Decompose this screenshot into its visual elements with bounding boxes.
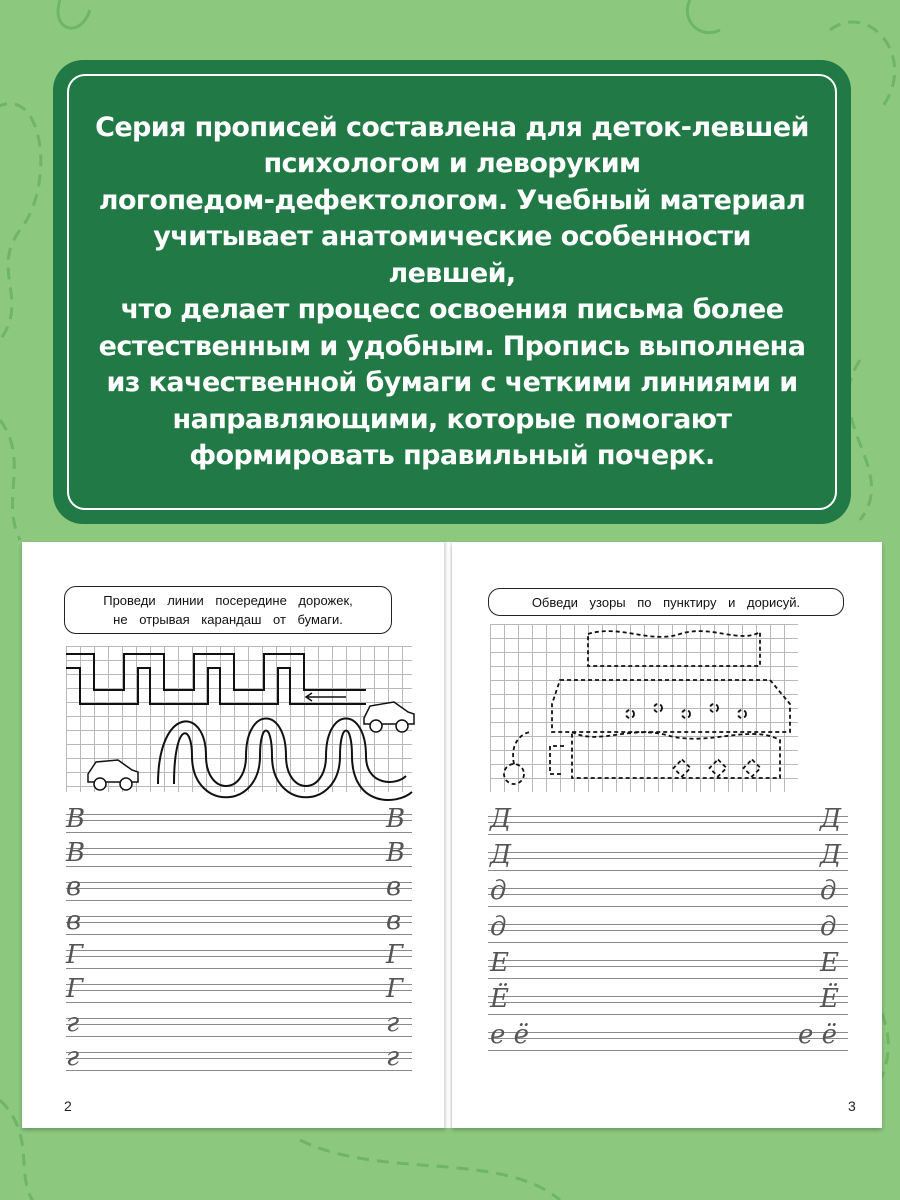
- right-instruction-text: Обведи узоры по пунктиру и дорисуй.: [531, 594, 801, 610]
- right-writing-lines: [488, 808, 848, 1068]
- car-icon-left: [88, 760, 138, 790]
- letter-start: Г: [66, 940, 84, 970]
- letter-end: е ё: [798, 1020, 838, 1050]
- left-instruction-box: [64, 586, 392, 634]
- letter-start: Д: [490, 804, 512, 834]
- page-number-left: 2: [64, 1098, 72, 1114]
- car-icon: [364, 702, 414, 732]
- letter-start: В: [66, 838, 86, 868]
- letter-end: Д: [820, 804, 842, 834]
- letter-end: д: [820, 876, 837, 906]
- page-number-right: 3: [848, 1098, 856, 1114]
- letter-start: В: [66, 804, 86, 834]
- letter-end: Г: [386, 940, 404, 970]
- banner-text: Серия прописей составлена для деток-левшей психологом и леворуким логопедом-дефектологом. Учебный материал учитывает анатомические особенности левшей, что делает процесс освоения письма более естественным и удобным. Пропись выполнена из качественной бумаги с четкими линиями и направляющими, которые помогают формировать правильный почерк.: [95, 111, 809, 471]
- letter-end: В: [386, 838, 406, 868]
- letter-start: е ё: [490, 1020, 530, 1050]
- letter-end: г: [386, 1008, 400, 1038]
- letter-end: Ё: [820, 984, 839, 1014]
- right-instruction-box: [488, 588, 844, 616]
- letter-end: Г: [386, 974, 404, 1004]
- dotted-pattern: [490, 624, 798, 792]
- letter-start: г: [66, 1042, 80, 1072]
- open-workbook: [20, 542, 882, 1130]
- letter-end: Е: [820, 948, 839, 978]
- letter-start: Е: [490, 948, 509, 978]
- banner-frame: [67, 74, 837, 510]
- letter-start: в: [66, 906, 82, 936]
- letter-end: Д: [820, 840, 842, 870]
- left-page: [22, 542, 446, 1128]
- letter-start: Д: [490, 840, 512, 870]
- letter-end: д: [820, 912, 837, 942]
- letter-end: в: [386, 872, 402, 902]
- letter-start: д: [490, 912, 507, 942]
- left-instruction-text: Проведи линии посередине дорожек, не отрывая карандаш от бумаги.: [103, 593, 353, 627]
- right-page: [452, 542, 882, 1128]
- letter-start: Ё: [490, 984, 509, 1014]
- letter-start: д: [490, 876, 507, 906]
- left-writing-lines: [66, 808, 412, 1088]
- maze-paths: [66, 646, 412, 792]
- letter-start: г: [66, 1008, 80, 1038]
- letter-end: в: [386, 906, 402, 936]
- letter-start: Г: [66, 974, 84, 1004]
- description-banner: [53, 60, 851, 524]
- letter-start: в: [66, 872, 82, 902]
- letter-end: г: [386, 1042, 400, 1072]
- letter-end: В: [386, 804, 406, 834]
